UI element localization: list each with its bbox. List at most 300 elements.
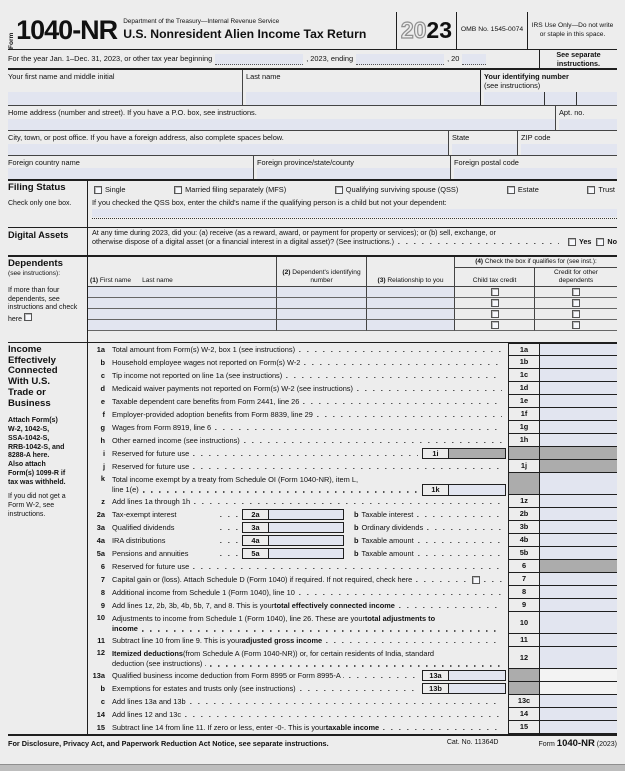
filing-option-label: Qualifying surviving spouse (QSS) <box>345 185 459 194</box>
line-number: 12 <box>96 648 105 657</box>
inner-amount-field[interactable] <box>448 683 506 694</box>
leader-dots <box>194 503 502 505</box>
filing-option-checkbox[interactable] <box>587 186 595 194</box>
tax-year-end-field[interactable] <box>356 54 444 65</box>
more-dependents-checkbox[interactable] <box>24 313 32 321</box>
page-edge <box>0 764 625 771</box>
foreign-postal-label: Foreign postal code <box>454 158 519 167</box>
line-ref-box: 3b <box>508 521 540 534</box>
line-text: Tax-exempt interest <box>112 509 177 519</box>
leader-dots <box>143 491 418 493</box>
child-tax-credit-checkbox[interactable] <box>491 310 499 318</box>
line-text: Additional income from Schedule 1 (Form 1040), line 10 <box>112 587 295 597</box>
dependent-ctc-cell <box>454 287 534 298</box>
amount-field-6 <box>540 560 617 573</box>
line-number: 10 <box>96 613 105 622</box>
line-number: k <box>100 474 105 483</box>
filing-status-heading: Filing Status <box>8 182 66 193</box>
line-text: (from Schedule A (Form 1040-NR)) or, for certain residents of India, standard <box>183 648 435 658</box>
leader-dots <box>349 677 418 679</box>
amount-field-13c[interactable] <box>540 695 617 708</box>
inner-amount-field[interactable] <box>448 670 506 681</box>
income-line-2b <box>88 508 617 521</box>
line-ref-box: 1f <box>508 408 540 421</box>
amount-field-1h[interactable] <box>540 434 617 447</box>
amount-field-4b[interactable] <box>540 534 617 547</box>
line-text: Medicaid waiver payments not reported on Form(s) W-2 (see instructions) <box>112 383 353 393</box>
dependent-relationship-field[interactable] <box>366 309 454 320</box>
leader-dots <box>399 607 502 609</box>
line-text: Capital gain or (loss). Attach Schedule D (Form 1040) if required. If not required, check here <box>112 574 413 584</box>
line-text: Taxable dependent care benefits from Form 2441, line 26 <box>112 396 300 406</box>
line-text: deduction (see instructions) . <box>112 659 207 669</box>
line-ref-box: 6 <box>508 560 540 573</box>
city-label: City, town, or post office. If you have a foreign address, also complete spaces below. <box>8 133 284 142</box>
inner-line-label: 5a <box>242 548 268 559</box>
line-text: Reserved for future use <box>112 448 190 458</box>
form-header <box>8 12 617 50</box>
amount-field-12[interactable] <box>540 647 617 669</box>
sub-line-letter: b <box>354 522 359 532</box>
leader-dots <box>215 429 502 431</box>
sub-line-letter: b <box>354 509 359 519</box>
income-line-8 <box>88 586 617 599</box>
line-text: Exemptions for estates and trusts only (see instructions) <box>112 683 296 693</box>
dependent-id-field[interactable] <box>276 309 366 320</box>
line-number: 6 <box>100 561 105 571</box>
income-sidebar-heading: Income Effectively Connected With U.S. Trade or Business <box>8 344 58 409</box>
leader-dots <box>300 690 418 692</box>
line-text: Employer-provided adoption benefits from Form 8839, line 29 <box>112 409 313 419</box>
dependents-col4b-header: Credit for other dependents <box>534 268 617 287</box>
dependents-section <box>8 257 617 343</box>
leader-dots <box>220 542 238 544</box>
credit-other-dependents-checkbox[interactable] <box>572 310 580 318</box>
line-text: Add lines 12 and 13c <box>112 709 182 719</box>
amount-field-9[interactable] <box>540 599 617 612</box>
amount-field-k[interactable] <box>540 473 617 495</box>
identifying-number-sublabel: (see instructions) <box>484 81 541 91</box>
digital-assets-heading: Digital Assets <box>8 230 69 240</box>
dependents-heading: Dependents <box>8 258 63 269</box>
income-section <box>8 343 617 736</box>
line-ref-box <box>508 682 540 695</box>
city-field[interactable] <box>8 144 448 155</box>
leader-dots <box>304 364 502 366</box>
identifying-number-field[interactable] <box>484 92 617 105</box>
line-number: 11 <box>97 635 105 645</box>
dependents-rows <box>88 287 617 331</box>
child-tax-credit-checkbox[interactable] <box>491 321 499 329</box>
leader-dots <box>303 403 502 405</box>
line-ref-box: 2b <box>508 508 540 521</box>
line-text: IRA distributions <box>112 535 166 545</box>
amount-field-10[interactable] <box>540 612 617 634</box>
foreign-country-field[interactable] <box>8 168 253 179</box>
disclosure-note: For Disclosure, Privacy Act, and Paperwork Reduction Act Notice, see separate instructions. <box>8 738 329 748</box>
amount-field-11[interactable] <box>540 634 617 647</box>
leader-dots <box>220 516 238 518</box>
line-text: Itemized deductions <box>112 648 184 658</box>
income-line-4b <box>88 534 617 547</box>
line-text: Household employee wages not reported on Form(s) W-2 <box>112 357 301 367</box>
leader-dots <box>286 377 502 379</box>
line-text: Add lines 13a and 13b <box>112 696 186 706</box>
dependents-col4a-header: Child tax credit <box>454 268 534 287</box>
header-titles <box>123 18 396 42</box>
line-ref-box: 5b <box>508 547 540 560</box>
amount-field-i <box>540 447 617 460</box>
line-ref-box <box>508 447 540 460</box>
line-text: Qualified dividends <box>112 522 175 532</box>
line-ref-box: 1j <box>508 460 540 473</box>
line-ref-box: 1g <box>508 421 540 434</box>
line-number: c <box>100 696 105 706</box>
line-text: Taxable amount <box>361 535 414 545</box>
leader-dots <box>142 630 502 632</box>
line-text: total effectively connected income <box>274 600 395 610</box>
amount-field-15[interactable] <box>540 721 617 734</box>
leader-dots <box>210 665 502 667</box>
digital-assets-yes[interactable]: Yes <box>568 237 591 246</box>
digital-assets-question-l2: otherwise dispose of a digital asset (or a financial interest in a digital asset)? (See instructions.) <box>92 237 395 246</box>
amount-field-7[interactable] <box>540 573 617 586</box>
dependent-id-field[interactable] <box>276 320 366 331</box>
filing-option-label: Estate <box>517 185 539 194</box>
filing-status-section <box>8 181 617 228</box>
line-ref-box <box>508 669 540 682</box>
income-line-10 <box>88 612 617 634</box>
income-line-i <box>88 447 617 460</box>
line-text: Reserved for future use <box>112 461 190 471</box>
line-ref-box: 8 <box>508 586 540 599</box>
amount-field-13a[interactable] <box>540 669 617 682</box>
income-line-3b <box>88 521 617 534</box>
id-segment-tick <box>576 92 577 105</box>
amount-field-1f[interactable] <box>540 408 617 421</box>
leader-dots <box>317 416 502 418</box>
line-ref-box: 1a <box>508 343 540 356</box>
tax-year-text-end: , 20 <box>447 54 460 64</box>
line-text: Subtract line 14 from line 11. If zero or less, enter -0-. This is your <box>112 722 326 732</box>
credit-other-dependents-checkbox[interactable] <box>572 321 580 329</box>
credit-other-dependents-checkbox[interactable] <box>572 299 580 307</box>
amount-field-b[interactable] <box>540 682 617 695</box>
income-line-5b <box>88 547 617 560</box>
sub-line-letter: b <box>354 548 359 558</box>
state-field[interactable] <box>452 144 517 155</box>
last-name-field[interactable] <box>246 92 480 105</box>
state-label: State <box>452 133 470 142</box>
leader-dots <box>484 581 502 583</box>
amount-field-1z[interactable] <box>540 495 617 508</box>
filing-option-checkbox[interactable] <box>94 186 102 194</box>
line-text: Subtract line 10 from line 9. This is your <box>112 635 242 645</box>
amount-field-14[interactable] <box>540 708 617 721</box>
home-address-label: Home address (number and street). If you have a P.O. box, see instructions. <box>8 108 257 117</box>
dependent-relationship-field[interactable] <box>366 287 454 298</box>
leader-dots <box>398 243 559 245</box>
leader-dots <box>326 642 502 644</box>
filing-option-qualifying-surviving-spouse-qss[interactable] <box>335 185 459 194</box>
filing-status-note: Check only one box. <box>8 199 72 207</box>
id-segment-tick <box>544 92 545 105</box>
line-ref-box: 1h <box>508 434 540 447</box>
leader-dots <box>190 703 502 705</box>
filing-option-married-filing-separately-mfs[interactable] <box>174 185 286 194</box>
amount-field-1g[interactable] <box>540 421 617 434</box>
foreign-postal-field[interactable] <box>454 168 617 179</box>
tax-year-text-pre: For the year Jan. 1–Dec. 31, 2023, or other tax year beginning <box>8 54 213 64</box>
foreign-province-field[interactable] <box>257 168 450 179</box>
filing-options <box>92 181 617 196</box>
line-text: Adjustments to income from Schedule 1 (Form 1040), line 26. These are your <box>112 613 365 623</box>
more-dependents-note: If more than four dependents, see instructions and check here <box>8 286 78 324</box>
dependents-col3-header: (3) Relationship to you <box>366 257 454 287</box>
leader-dots <box>383 729 502 731</box>
income-line-1d <box>88 382 617 395</box>
leader-dots <box>299 351 502 353</box>
line-text: Add lines 1a through 1h <box>112 496 191 506</box>
form-number: 1040-NR <box>16 14 118 45</box>
leader-dots <box>427 529 502 531</box>
inner-amount-field[interactable] <box>268 522 344 533</box>
income-line-1e <box>88 395 617 408</box>
inner-amount-field[interactable] <box>268 509 344 520</box>
income-line-k <box>88 473 617 495</box>
credit-other-dependents-checkbox[interactable] <box>572 288 580 296</box>
leader-dots <box>220 555 238 557</box>
line-ref-box: 1e <box>508 395 540 408</box>
line-text: Qualified business income deduction from Form 8995 or Form 8995-A . <box>112 670 345 680</box>
attach-forms-note: Attach Form(s) W-2, 1042-S, SSA-1042-S, RRB-1042-S, and 8288-A here. Also attach Form(s) 1099-R if tax was withheld. <box>8 417 66 486</box>
home-address-field[interactable] <box>8 119 555 130</box>
dependent-name-field[interactable] <box>88 287 276 298</box>
foreign-province-label: Foreign province/state/county <box>257 158 354 167</box>
dependent-cod-cell <box>534 309 617 320</box>
filing-option-trust[interactable] <box>587 185 615 194</box>
first-name-field[interactable] <box>8 92 242 105</box>
filing-option-label: Single <box>105 185 126 194</box>
dependent-id-field[interactable] <box>276 298 366 309</box>
leader-dots <box>193 568 502 570</box>
digital-assets-no[interactable]: No <box>596 237 617 246</box>
catalog-number: Cat. No. 11364D <box>446 739 499 747</box>
line-text: Wages from Form 8919, line 6 <box>112 422 212 432</box>
line-text: Tip income not reported on line 1a (see instructions) <box>112 370 283 380</box>
line-number: z <box>101 496 105 506</box>
income-line-1f <box>88 408 617 421</box>
zip-field[interactable] <box>521 144 617 155</box>
see-separate-instructions: See separate instructions. <box>539 50 617 68</box>
dependent-relationship-field[interactable] <box>366 298 454 309</box>
home-address-row <box>8 106 617 131</box>
line-text: Total amount from Form(s) W-2, box 1 (see instructions) <box>112 344 296 354</box>
dependents-subheading: (see instructions): <box>8 269 61 277</box>
dependent-cod-cell <box>534 298 617 309</box>
income-line-11 <box>88 634 617 647</box>
line-text: Other earned income (see instructions) <box>112 435 240 445</box>
last-name-label: Last name <box>246 72 281 81</box>
amount-field-1j <box>540 460 617 473</box>
line-number: e <box>100 396 105 406</box>
line-text: total adjustments to <box>364 613 436 623</box>
no-checkbox[interactable] <box>596 238 604 246</box>
income-line-14 <box>88 708 617 721</box>
line-number: g <box>100 422 105 432</box>
line-ref-box: 15 <box>508 721 540 734</box>
line-text: Total income exempt by a treaty from Schedule OI (Form 1040-NR), item L, <box>112 474 359 484</box>
name-row <box>8 70 617 106</box>
filing-option-estate[interactable] <box>507 185 539 194</box>
inner-amount-field[interactable] <box>268 535 344 546</box>
line-ref-box: 1z <box>508 495 540 508</box>
city-row <box>8 131 617 156</box>
leader-dots <box>418 542 502 544</box>
inner-line-label: 13b <box>422 683 448 694</box>
line-number: 15 <box>96 722 105 732</box>
zip-label: ZIP code <box>521 133 551 142</box>
income-line-1b <box>88 356 617 369</box>
income-line-1c <box>88 369 617 382</box>
income-line-1j <box>88 460 617 473</box>
dependent-cod-cell <box>534 320 617 331</box>
inner-amount-field[interactable] <box>448 484 506 496</box>
line-checkbox[interactable] <box>472 576 480 584</box>
line-number: d <box>100 383 105 393</box>
income-line-13c <box>88 695 617 708</box>
leader-dots <box>244 442 502 444</box>
apt-no-label: Apt. no. <box>559 108 585 117</box>
line-text: Add lines 1z, 2b, 3b, 4b, 5b, 7, and 8. This is your <box>112 600 275 610</box>
filing-option-checkbox[interactable] <box>174 186 182 194</box>
income-line-1a <box>88 343 617 356</box>
amount-field-2b[interactable] <box>540 508 617 521</box>
line-text: Taxable interest <box>361 509 414 519</box>
inner-line-label: 3a <box>242 522 268 533</box>
qss-instruction: If you checked the QSS box, enter the child's name if the qualifying person is a child but not your dependent: <box>92 198 447 208</box>
line-number: 2a <box>96 509 105 519</box>
line-number: 14 <box>96 709 105 719</box>
amount-field-8[interactable] <box>540 586 617 599</box>
amount-field-1d[interactable] <box>540 382 617 395</box>
page-footer <box>8 736 617 751</box>
digital-assets-section <box>8 228 617 257</box>
line-number: 9 <box>100 600 105 610</box>
child-tax-credit-checkbox[interactable] <box>491 288 499 296</box>
line-number: 5a <box>96 548 105 558</box>
leader-dots <box>417 516 502 518</box>
amount-field-1e[interactable] <box>540 395 617 408</box>
inner-amount-field[interactable] <box>268 548 344 559</box>
line-number: j <box>102 461 105 471</box>
leader-dots <box>299 594 502 596</box>
dependent-ctc-cell <box>454 320 534 331</box>
foreign-country-label: Foreign country name <box>8 158 80 167</box>
line-number: 7 <box>100 574 105 584</box>
line-ref-box: 12 <box>508 647 540 669</box>
foreign-address-row <box>8 156 617 181</box>
qss-child-name-field[interactable] <box>92 209 617 217</box>
dependent-name-field[interactable] <box>88 320 276 331</box>
irs-use-only-note: IRS Use Only—Do not write or staple in this space. <box>527 12 617 49</box>
filing-option-checkbox[interactable] <box>507 186 515 194</box>
line-text: income <box>112 624 138 634</box>
filing-option-single[interactable] <box>94 185 126 194</box>
line-ref-box: 14 <box>508 708 540 721</box>
no-w2-note: If you did not get a Form W-2, see instructions. <box>8 493 66 518</box>
department-line: Department of the Treasury—Internal Revenue Service <box>123 18 280 26</box>
tax-year-yy-field[interactable] <box>462 54 486 65</box>
filing-option-label: Trust <box>598 185 615 194</box>
dependents-col1-header: (1) First name Last name <box>88 257 276 287</box>
line-number: f <box>102 409 105 419</box>
qss-dotted-line <box>92 217 617 219</box>
leader-dots <box>193 468 502 470</box>
income-line-1g <box>88 421 617 434</box>
dependent-name-field[interactable] <box>88 298 276 309</box>
leader-dots <box>193 455 418 457</box>
form-title: U.S. Nonresident Alien Income Tax Return <box>123 27 367 42</box>
amount-field-1b[interactable] <box>540 356 617 369</box>
line-text: Taxable amount <box>361 548 414 558</box>
line-text: adjusted gross income <box>241 635 323 645</box>
tax-year-text-mid: , 2023, ending <box>306 54 354 64</box>
line-number: c <box>100 370 105 380</box>
income-line-b <box>88 682 617 695</box>
year-outline: 20 <box>400 17 427 44</box>
first-name-label: Your first name and middle initial <box>8 72 115 81</box>
filing-option-checkbox[interactable] <box>335 186 343 194</box>
dependent-name-field[interactable] <box>88 309 276 320</box>
line-number: 4a <box>96 535 105 545</box>
inner-line-label: 2a <box>242 509 268 520</box>
sub-line-letter: b <box>354 535 359 545</box>
line-ref-box: 10 <box>508 612 540 634</box>
dependent-relationship-field[interactable] <box>366 320 454 331</box>
line-ref-box: 13c <box>508 695 540 708</box>
amount-field-5b[interactable] <box>540 547 617 560</box>
amount-field-1a[interactable] <box>540 343 617 356</box>
apt-no-field[interactable] <box>559 119 617 130</box>
line-number: 1a <box>96 344 105 354</box>
amount-field-1c[interactable] <box>540 369 617 382</box>
line-text: Pensions and annuities <box>112 548 189 558</box>
line-text: taxable income <box>325 722 380 732</box>
line-number: b <box>100 683 105 693</box>
line-ref-box: 7 <box>508 573 540 586</box>
line-number: i <box>102 448 105 458</box>
yes-checkbox[interactable] <box>568 238 576 246</box>
amount-field-3b[interactable] <box>540 521 617 534</box>
identifying-number-label: Your identifying number <box>484 72 569 81</box>
dependents-table <box>88 257 617 287</box>
dependent-id-field[interactable] <box>276 287 366 298</box>
child-tax-credit-checkbox[interactable] <box>491 299 499 307</box>
income-line-9 <box>88 599 617 612</box>
income-line-15 <box>88 721 617 734</box>
leader-dots <box>418 555 502 557</box>
inner-line-label: 1k <box>422 484 448 496</box>
inner-line-label: 1i <box>422 448 448 459</box>
income-line-1z <box>88 495 617 508</box>
line-text: Reserved for future use <box>112 561 190 571</box>
tax-year-begin-field[interactable] <box>215 54 303 65</box>
digital-assets-question-l1: At any time during 2023, did you: (a) receive (as a reward, award, or payment for property or services); or (b) sell, exchange, or <box>92 228 496 237</box>
income-line-13a <box>88 669 617 682</box>
tax-year-badge <box>396 12 457 49</box>
income-line-6 <box>88 560 617 573</box>
